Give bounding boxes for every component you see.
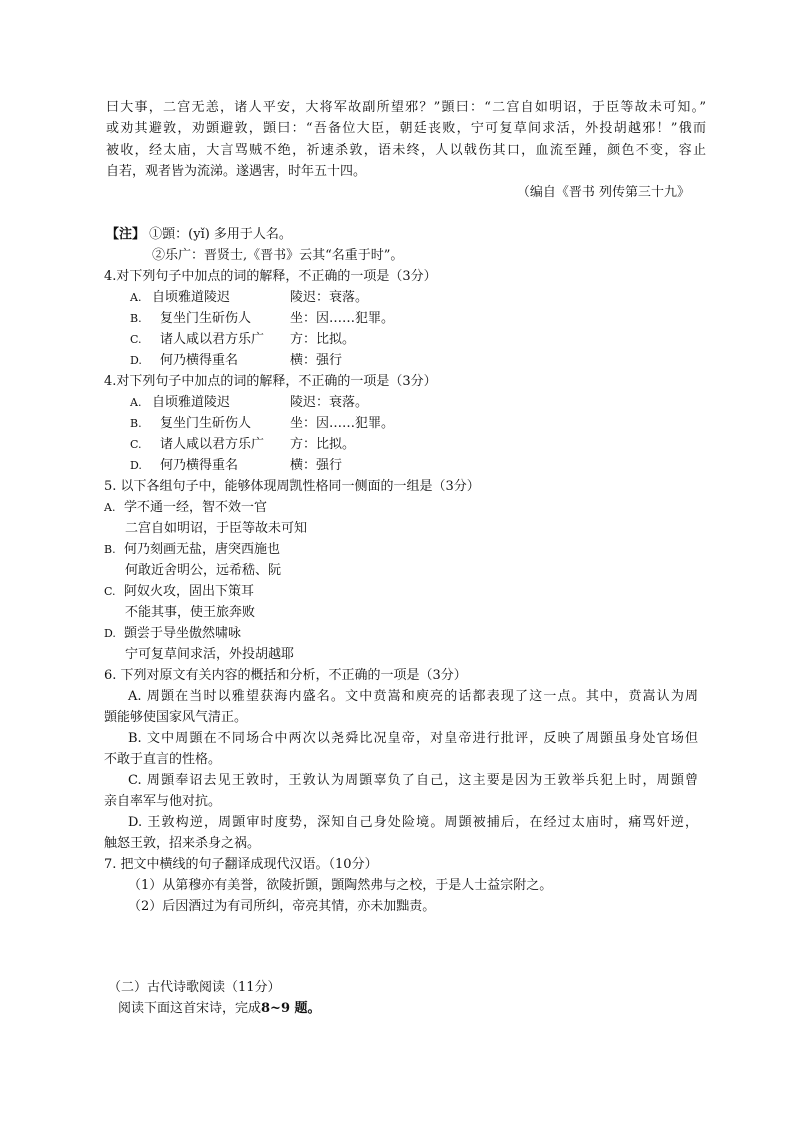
passage-line-1: 曰大事，二宫无恙，诸人平安，大将军故副所望邪？”顗曰：“二宫自如明诏，于臣等故未可知。” — [106, 100, 706, 115]
q4-option-c: C. 诸人咸以君方乐广 方：比拟。 — [130, 332, 356, 347]
q4b-option-c: C. 诸人咸以君方乐广 方：比拟。 — [130, 437, 356, 452]
q4-stem: 4.对下列句子中加点的词的解释，不正确的一项是（3分） — [104, 269, 437, 284]
q7-sentence-2: （2）后因酒过为有司所纠，帝亮其情，亦未加黜责。 — [128, 899, 436, 914]
q4b-option-a: A. 自顷雅道陵迟 陵迟：衰落。 — [130, 395, 369, 410]
q6-option-b-line2: 不敢于直言的性格。 — [104, 752, 222, 767]
q4b-option-d: D. 何乃横得重名 横：强行 — [130, 458, 343, 473]
section-2-instruction: 阅读下面这首宋诗，完成8~9 题。 — [118, 1001, 321, 1016]
passage-line-3: 被收，经太庙，大言骂贼不绝，祈速杀敦，语未终，人以戟伤其口，血流至踵，颜色不变，容止 — [106, 143, 706, 158]
section-2-heading: （二）古代诗歌阅读（11分） — [108, 980, 281, 995]
q5-option-b-line2: 何敢近舍明公，远希嵇、阮 — [125, 563, 282, 578]
q7-sentence-1: （1）从第穆亦有美誉，欲陵折顗，顗陶然弗与之校，于是人士益宗附之。 — [128, 878, 553, 893]
note-1-text: ①顗：(yǐ) 多用于人名。 — [149, 227, 292, 242]
q6-option-a-line1: A. 周顗在当时以雅望获海内盛名。文中贲嵩和庾亮的话都表现了这一点。其中，贲嵩认为周 — [128, 689, 698, 704]
q4b-option-b: B. 复坐门生斫伤人 坐：因……犯罪。 — [130, 416, 395, 431]
q6-option-c-line2: 亲自率军与他对抗。 — [104, 794, 222, 809]
q4b-stem: 4.对下列句子中加点的词的解释，不正确的一项是（3分） — [104, 374, 437, 389]
q5-option-d: D. 顗尝于导坐傲然啸咏 — [104, 626, 242, 641]
passage-line-2: 或劝其避敦，劝顗避敦，顗曰：“吾备位大臣，朝廷丧败，宁可复草间求活，外投胡越邪！”俄而 — [106, 121, 706, 136]
note-2: ②乐广：晋贤士,《晋书》云其“名重于时”。 — [152, 248, 404, 263]
q5-option-d-line2: 宁可复草间求活，外投胡越耶 — [125, 647, 295, 662]
note-1 — [106, 224, 706, 245]
q5-stem: 5. 以下各组句子中，能够体现周凯性格同一侧面的一组是（3分） — [104, 479, 480, 494]
q5-option-c-line2: 不能其事，使王旅奔败 — [125, 605, 256, 620]
q5-option-a: A. 学不通一经，智不效一官 — [104, 500, 268, 515]
q7-stem: 7. 把文中横线的句子翻译成现代汉语。（10分） — [104, 857, 378, 872]
q6-option-b-line1: B. 文中周顗在不同场合中两次以尧舜比况皇帝，对皇帝进行批评，反映了周顗虽身处官场但 — [128, 731, 698, 746]
passage-line-4: 自若，观者皆为流涕。遂遇害，时年五十四。 — [106, 164, 367, 179]
q4-option-d: D. 何乃横得重名 横：强行 — [130, 353, 343, 368]
q6-stem: 6. 下列对原文有关内容的概括和分析，不正确的一项是（3分） — [104, 668, 467, 683]
notes-label: 【注】 — [106, 227, 146, 242]
q6-option-d-line2: 触怒王敦，招来杀身之祸。 — [104, 836, 261, 851]
q6-option-c-line1: C. 周顗奉诏去见王敦时，王敦认为周顗辜负了自己，这主要是因为王敦举兵犯上时，周顗曾 — [128, 773, 698, 788]
q4-option-b: B. 复坐门生斫伤人 坐：因……犯罪。 — [130, 311, 395, 326]
q4-option-a: A. 自顷雅道陵迟 陵迟：衰落。 — [130, 290, 369, 305]
q5-option-a-line2: 二宫自如明诏，于臣等故未可知 — [125, 521, 308, 536]
q6-option-a-line2: 顗能够使国家风气清正。 — [104, 710, 248, 725]
q5-option-b: B. 何乃刻画无盐，唐突西施也 — [104, 542, 281, 557]
q5-option-c: C. 阿奴火攻，固出下策耳 — [104, 584, 255, 599]
passage-source: （编自《晋书 列传第三十九》 — [516, 185, 690, 200]
q6-option-d-line1: D. 王敦构逆，周顗审时度势，深知自己身处险境。周顗被捕后，在经过太庙时，痛骂奸逆， — [128, 815, 698, 830]
